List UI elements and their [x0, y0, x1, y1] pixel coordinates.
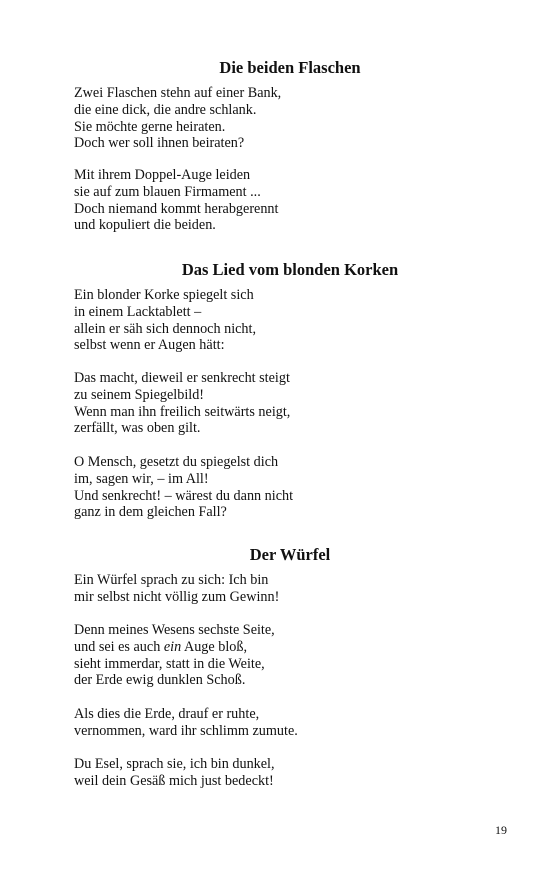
verse-line: allein er säh sich dennoch nicht, — [74, 320, 257, 337]
verse-line: O Mensch, gesetzt du spiegelst dich — [74, 454, 279, 470]
verse-line: vernommen, ward ihr schlimm zumute. — [74, 722, 298, 739]
verse-text: Auge bloß, — [181, 638, 247, 655]
verse-line: Doch niemand kommt herabgerennt — [74, 200, 279, 217]
stanza — [74, 572, 494, 606]
emphasized-word: ein — [163, 638, 182, 655]
verse-line: zu seinem Spiegelbild! — [74, 386, 205, 403]
verse-line: sieht immerdar, statt in die Weite, — [74, 655, 265, 672]
poem-title: Das Lied vom blonden Korken — [181, 260, 399, 279]
stanza — [74, 756, 494, 790]
poem-title: Der Würfel — [249, 545, 331, 564]
verse-line: Denn meines Wesens sechste Seite, — [74, 622, 275, 638]
verse-line: Ein Würfel sprach zu sich: Ich bin — [74, 572, 269, 588]
verse-line: Doch wer soll ihnen beiraten? — [74, 135, 245, 152]
stanza — [74, 454, 494, 521]
verse-line: Wenn man ihn freilich seitwärts neigt, — [74, 403, 291, 420]
verse-line: im, sagen wir, – im All! — [74, 470, 209, 487]
page-number: 19 — [495, 823, 507, 837]
verse-line: Als dies die Erde, drauf er ruhte, — [74, 706, 260, 722]
verse-line: die eine dick, die andre schlank. — [74, 101, 257, 118]
verse-line: Du Esel, sprach sie, ich bin dunkel, — [74, 756, 275, 772]
verse-line: Das macht, dieweil er senkrecht steigt — [74, 370, 290, 386]
verse-line: Sie möchte gerne heiraten. — [74, 118, 226, 135]
stanza — [74, 370, 494, 437]
stanza — [74, 167, 494, 234]
verse-line: Mit ihrem Doppel-Auge leiden — [74, 167, 251, 183]
verse-line: Ein blonder Korke spiegelt sich — [74, 287, 254, 303]
verse-line: weil dein Gesäß mich just bedeckt! — [74, 772, 274, 789]
verse-line: ganz in dem gleichen Fall? — [74, 504, 227, 521]
poem-title: Die beiden Flaschen — [219, 58, 361, 77]
verse-line: sie auf zum blauen Firmament ... — [74, 183, 261, 200]
verse-line: mir selbst nicht völlig zum Gewinn! — [74, 588, 280, 605]
verse-line: zerfällt, was oben gilt. — [74, 420, 201, 437]
verse-text: und sei es auch — [74, 638, 164, 655]
verse-line: selbst wenn er Augen hätt: — [74, 337, 225, 354]
stanza — [74, 622, 494, 689]
verse-line: in einem Lacktablett – — [74, 303, 202, 320]
stanza — [74, 706, 494, 740]
verse-line — [74, 639, 494, 656]
verse-line: Und senkrecht! – wärest du dann nicht — [74, 487, 294, 504]
stanza — [74, 85, 494, 152]
verse-line: und kopuliert die beiden. — [74, 217, 216, 234]
verse-line: der Erde ewig dunklen Schoß. — [74, 672, 246, 689]
verse-line: Zwei Flaschen stehn auf einer Bank, — [74, 85, 282, 101]
stanza — [74, 287, 494, 354]
